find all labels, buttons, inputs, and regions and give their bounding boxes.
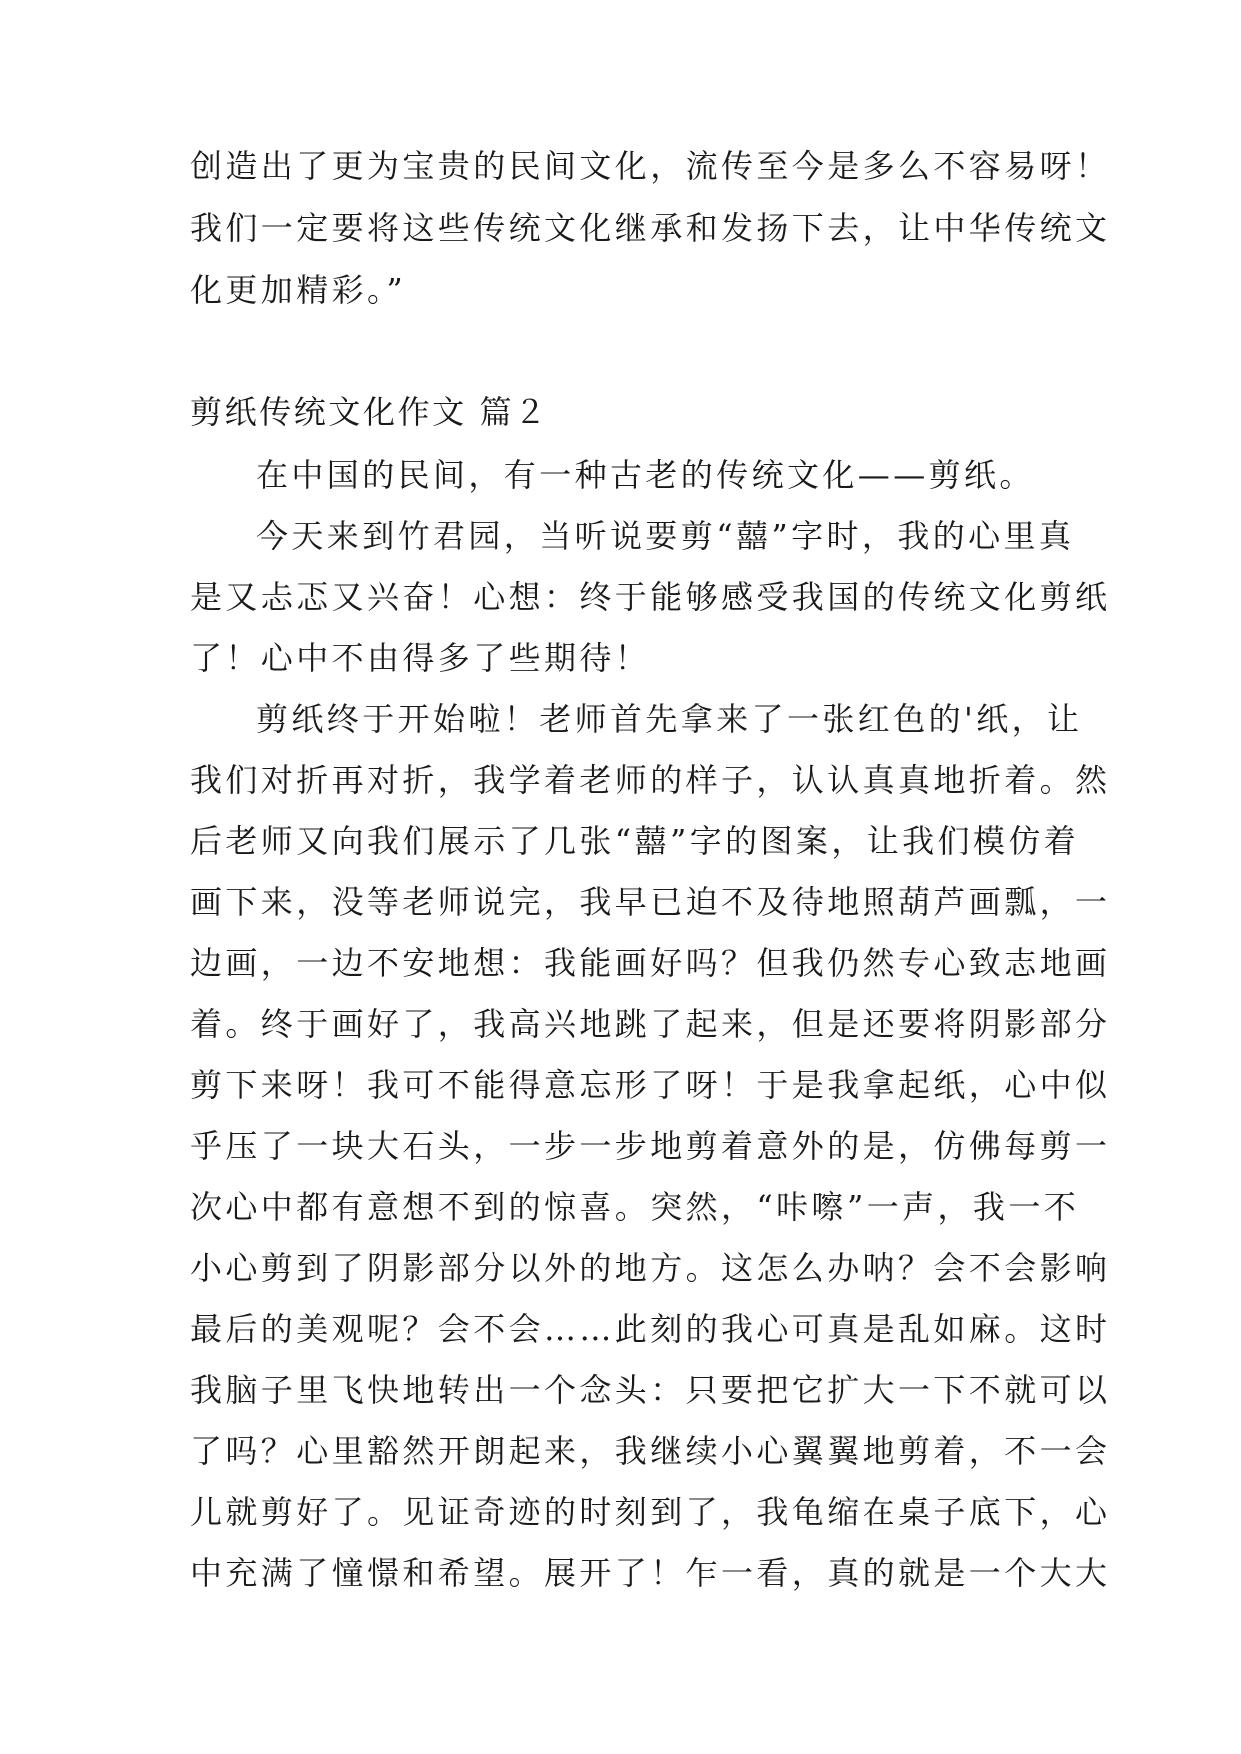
paragraph-3-line-13: 了吗？心里豁然开朗起来，我继续小心翼翼地剪着，不一会 bbox=[190, 1432, 1111, 1470]
paragraph-3-line-14: 儿就剪好了。见证奇迹的时刻到了，我龟缩在桌子底下，心 bbox=[190, 1493, 1111, 1531]
paragraph-3-line-9: 次心中都有意想不到的惊喜。突然，“咔嚓”一声，我一不 bbox=[190, 1188, 1080, 1226]
paragraph-3-line-7: 剪下来呀！我可不能得意忘形了呀！于是我拿起纸，心中似 bbox=[190, 1066, 1111, 1104]
section-heading: 剪纸传统文化作文 篇２ bbox=[190, 393, 549, 431]
paragraph-3-line-10: 小心剪到了阴影部分以外的地方。这怎么办呐？会不会影响 bbox=[190, 1249, 1111, 1287]
paragraph-3-line-11: 最后的美观呢？会不会……此刻的我心可真是乱如麻。这时 bbox=[190, 1310, 1111, 1348]
paragraph-3-line-4: 画下来，没等老师说完，我早已迫不及待地照葫芦画瓢，一 bbox=[190, 883, 1111, 921]
paragraph-2-line-1: 今天来到竹君园，当听说要剪“囍”字时，我的心里真 bbox=[256, 517, 1075, 555]
continuation-line-3: 化更加精彩。” bbox=[190, 271, 407, 309]
paragraph-3-line-8: 乎压了一块大石头，一步一步地剪着意外的是，仿佛每剪一 bbox=[190, 1127, 1111, 1165]
paragraph-3-line-12: 我脑子里飞快地转出一个念头：只要把它扩大一下不就可以 bbox=[190, 1371, 1111, 1409]
paragraph-3-line-6: 着。终于画好了，我高兴地跳了起来，但是还要将阴影部分 bbox=[190, 1005, 1111, 1043]
paragraph-3-line-2: 我们对折再对折，我学着老师的样子，认认真真地折着。然 bbox=[190, 761, 1111, 799]
paragraph-3-line-1: 剪纸终于开始啦！老师首先拿来了一张红色的'纸，让 bbox=[256, 700, 1083, 738]
paragraph-3-line-5: 边画，一边不安地想：我能画好吗？但我仍然专心致志地画 bbox=[190, 944, 1111, 982]
continuation-line-1: 创造出了更为宝贵的民间文化，流传至今是多么不容易呀！ bbox=[190, 147, 1111, 185]
continuation-line-2: 我们一定要将这些传统文化继承和发扬下去，让中华传统文 bbox=[190, 209, 1111, 247]
paragraph-2-line-3: 了！心中不由得多了些期待！ bbox=[190, 639, 651, 677]
paragraph-2-line-2: 是又忐忑又兴奋！心想：终于能够感受我国的传统文化剪纸 bbox=[190, 578, 1111, 616]
paragraph-1-line-1: 在中国的民间，有一种古老的传统文化——剪纸。 bbox=[256, 456, 1035, 494]
paragraph-3-line-3: 后老师又向我们展示了几张“囍”字的图案，让我们模仿着 bbox=[190, 822, 1080, 860]
paragraph-3-line-15: 中充满了憧憬和希望。展开了！乍一看，真的就是一个大大 bbox=[190, 1554, 1111, 1592]
